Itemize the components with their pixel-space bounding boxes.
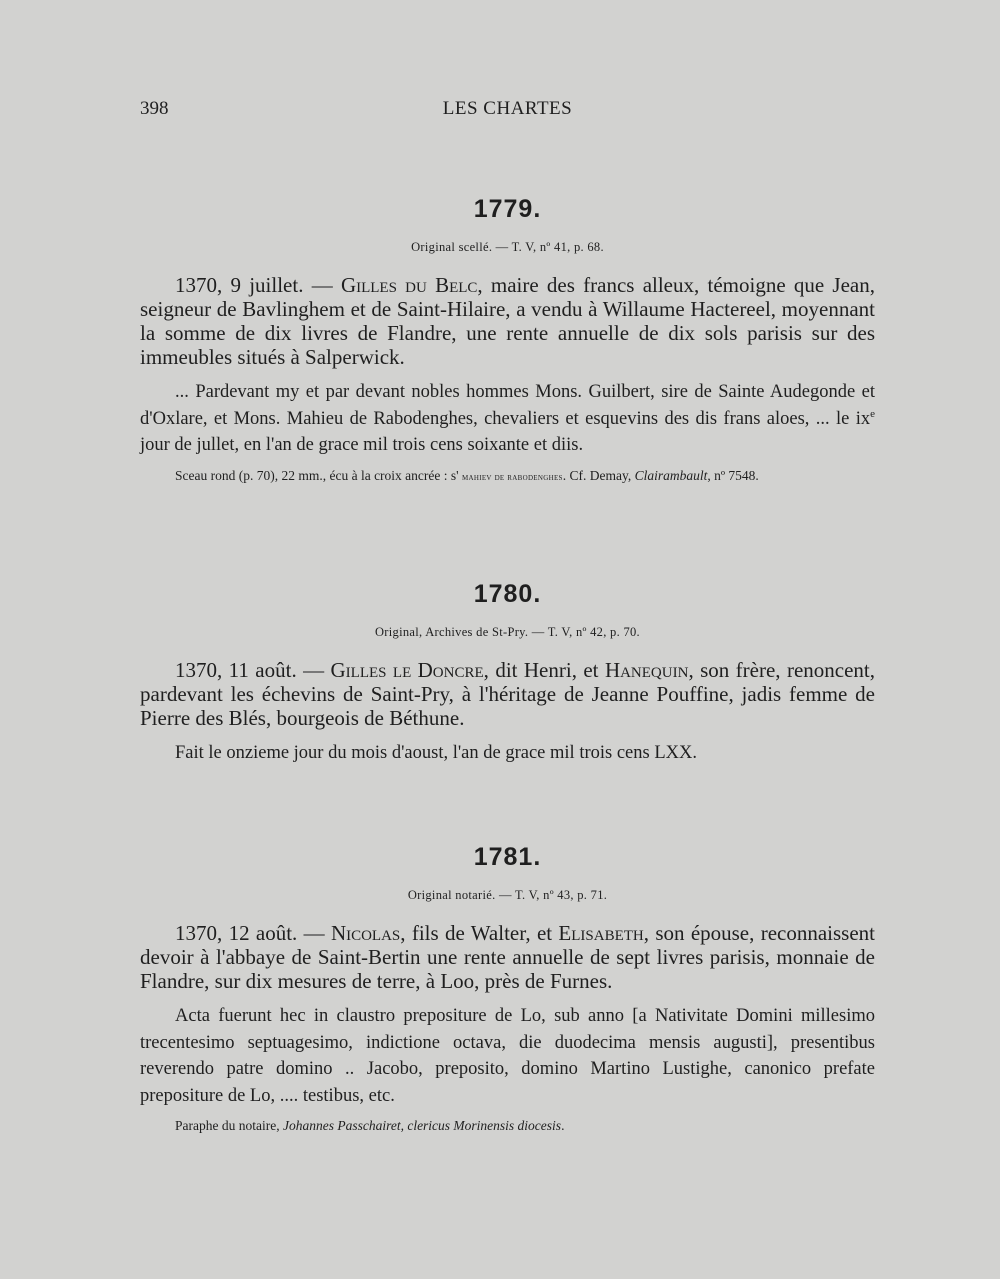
charter-quote: Acta fuerunt hec in claustro prepositure de Lo, sub anno [a Nativitate Domini millesimo trecentesimo septuagesimo, indictione octava, die duodecima mensis augusti], presentibus reverendo patre domino .. Jacobo, preposito, domino Martino Lustighe, canonico prefate prepositure de Lo, .... testibus, etc.: [140, 1006, 875, 1106]
quote-text: ... Pardevant my et par devant nobles hommes Mons. Guilbert, sire de Sainte Audegonde et d'Oxlare, et Mons. Mahieu de Rabodenghes, chevaliers et esquevins des dis frans aloes, ... le ix: [140, 382, 875, 429]
entry-number: 1779.: [473, 195, 542, 223]
seal-text: . Cf. Demay,: [562, 467, 635, 483]
summary-text: , son frère, renoncent, pardevant les échevins de Saint-Pry, à l'héritage de Jeanne Pouffine, jadis femme de Pierre des Blés, bourgeois de Béthune.: [140, 658, 875, 730]
charter-quote: Fait le onzieme jour du mois d'aoust, l'an de grace mil trois cens LXX.: [175, 743, 697, 763]
seal-text: Sceau rond (p. 70), 22 mm., écu à la croix ancrée : s': [175, 467, 462, 483]
seal-reference: Clairambault: [634, 467, 708, 483]
page-number: 398: [140, 98, 169, 119]
note-text: Paraphe du notaire,: [175, 1118, 283, 1133]
notary-name: Johannes Passchairet, clericus Morinensis diocesis: [282, 1118, 562, 1133]
source-note: Original notarié. — T. V, nº 43, p. 71.: [407, 888, 608, 902]
seal-text: , nº 7548.: [707, 467, 759, 483]
charter-quote: [140, 379, 875, 459]
summary-text: , dit Henri, et: [483, 658, 605, 682]
charter-entry-1780: [140, 580, 875, 767]
notary-note: [140, 1118, 875, 1134]
charter-summary: [140, 658, 875, 730]
quote-text: jour de jullet, en l'an de grace mil trois cens soixante et diis.: [140, 435, 584, 455]
charter-summary: [140, 273, 875, 369]
person-name: Gilles du Belc: [340, 273, 478, 297]
person-name: Gilles le Doncre: [330, 658, 484, 682]
summary-date: 1370, 12 août. —: [175, 921, 331, 945]
running-title: LES CHARTES: [442, 98, 573, 119]
summary-text: , fils de Walter, et: [400, 921, 559, 945]
person-name: Nicolas: [330, 921, 401, 945]
note-text: .: [561, 1118, 565, 1133]
entry-number: 1780.: [473, 580, 542, 608]
summary-text: , son épouse, reconnaissent devoir à l'abbaye de Saint-Bertin une rente annuelle de sept livres parisis, monnaie de Flandre, sur dix mesures de terre, à Loo, près de Furnes.: [140, 921, 875, 993]
seal-legend: mahiev de rabodenghes: [461, 471, 563, 483]
superscript: e: [870, 407, 875, 420]
person-name: Elisabeth: [558, 921, 644, 945]
charter-entry-1779: [140, 195, 875, 486]
source-note: Original, Archives de St-Pry. — T. V, nº 42, p. 70.: [374, 625, 640, 639]
person-name: Hanequin: [604, 658, 689, 682]
running-head: [140, 98, 875, 122]
entry-number: 1781.: [473, 843, 542, 871]
summary-date: 1370, 9 juillet. —: [175, 273, 341, 297]
summary-date: 1370, 11 août. —: [175, 658, 331, 682]
summary-text: , maire des francs alleux, témoigne que Jean, seigneur de Bavlinghem et de Saint-Hilaire, a vendu à Willaume Hactereel, moyennant la somme de dix livres de Flandre, une rente annuelle de dix sols parisis sur des immeubles situés à Salperwick.: [140, 273, 875, 369]
source-note: Original scellé. — T. V, nº 41, p. 68.: [411, 240, 604, 254]
seal-note: [140, 468, 875, 486]
charter-summary: [140, 921, 875, 993]
charter-entry-1781: [140, 843, 875, 1134]
